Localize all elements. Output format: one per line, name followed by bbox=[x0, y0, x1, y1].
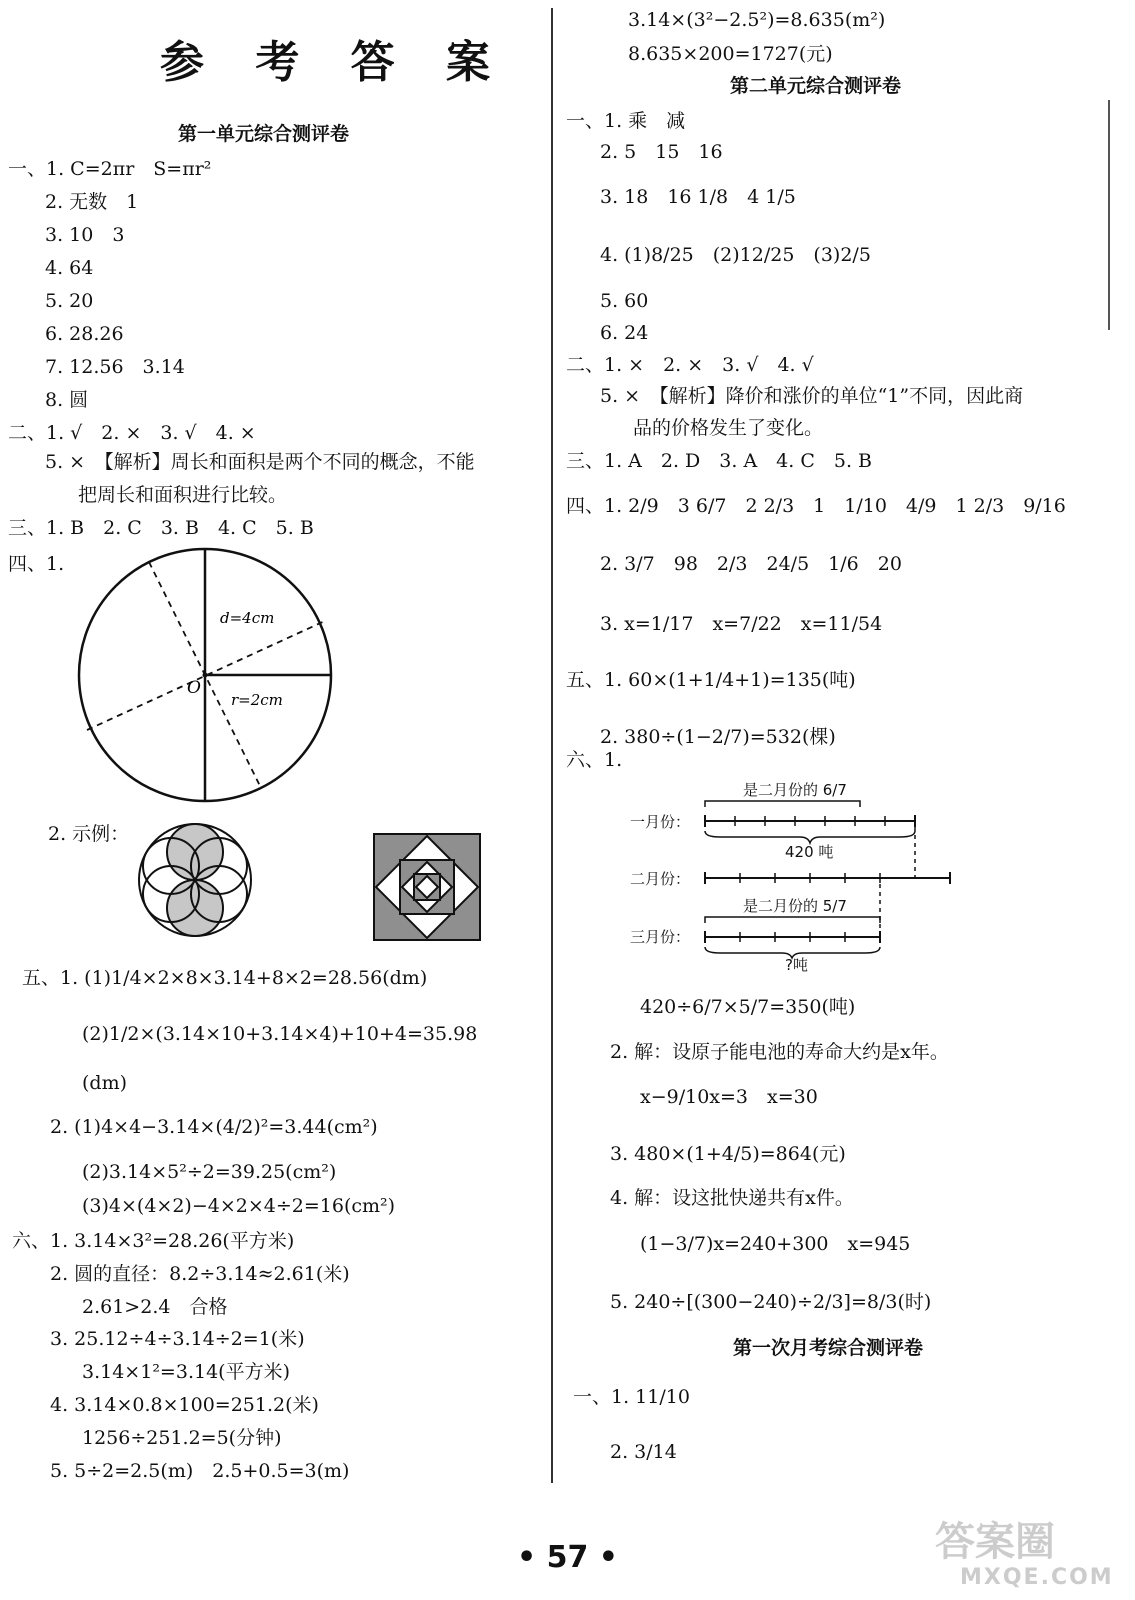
answer-line: 二、1. × 2. × 3. √ 4. √ bbox=[566, 354, 814, 376]
answer-line: 四、1. 2/9 3 6/7 2 2/3 1 1/10 4/9 1 2/3 9/16 bbox=[566, 495, 1066, 517]
answer-line: 六、1. bbox=[566, 749, 623, 771]
answer-line: 五、1. 60×(1+1/4+1)=135(吨) bbox=[566, 669, 856, 691]
diagram-value-jan: 420 吨 bbox=[785, 843, 834, 861]
answer-line: 3. x=1/17 x=7/22 x=11/54 bbox=[600, 613, 883, 635]
answer-line: 5. 20 bbox=[45, 290, 94, 312]
answer-line: 四、1. bbox=[8, 553, 65, 575]
answer-line: 8.635×200=1727(元) bbox=[628, 43, 833, 65]
answer-line: 三、1. B 2. C 3. B 4. C 5. B bbox=[8, 517, 314, 539]
answer-line: 二、1. √ 2. × 3. √ 4. × bbox=[8, 422, 256, 444]
answer-line: 品的价格发生了变化。 bbox=[633, 417, 824, 439]
margin-line bbox=[1108, 100, 1110, 330]
answer-line: 2. 示例： bbox=[48, 823, 130, 845]
answer-line: 六、1. 3.14×3²=28.26(平方米) bbox=[12, 1230, 295, 1252]
circle-figure bbox=[75, 545, 345, 815]
column-divider bbox=[551, 8, 553, 1483]
answer-line: 5. × 【解析】周长和面积是两个不同的概念，不能 bbox=[45, 451, 475, 473]
answer-line: 7. 12.56 3.14 bbox=[45, 356, 185, 378]
segment-diagram bbox=[630, 765, 960, 980]
answer-line: 5. × 【解析】降价和涨价的单位“1”不同，因此商 bbox=[600, 385, 1024, 407]
diagram-mid-label: 是二月份的 5/7 bbox=[743, 897, 847, 915]
answer-line: 3. 10 3 bbox=[45, 224, 125, 246]
answer-line: 3. 18 16 1/8 4 1/5 bbox=[600, 186, 796, 208]
nested-squares-pattern bbox=[372, 832, 482, 942]
watermark-url: MXQE.COM bbox=[960, 1565, 1114, 1590]
answer-line: 一、1. 11/10 bbox=[573, 1386, 690, 1408]
center-label: O bbox=[187, 678, 201, 698]
answer-line: (3)4×(4×2)−4×2×4÷2=16(cm²) bbox=[82, 1195, 396, 1217]
answer-line: (2)3.14×5²÷2=39.25(cm²) bbox=[82, 1161, 337, 1183]
answer-line: 五、1. (1)1/4×2×8×3.14+8×2=28.56(dm) bbox=[22, 967, 428, 989]
diagram-top-label: 是二月份的 6/7 bbox=[743, 781, 847, 799]
diagram-row-feb: 二月份： bbox=[630, 870, 691, 888]
answer-line: (2)1/2×(3.14×10+3.14×4)+10+4=35.98 bbox=[82, 1023, 478, 1045]
section-title-unit-1: 第一单元综合测评卷 bbox=[178, 123, 350, 145]
answer-line: 4. 解：设这批快递共有x件。 bbox=[610, 1187, 854, 1209]
answer-line: 8. 圆 bbox=[45, 389, 89, 411]
answer-line: (1−3/7)x=240+300 x=945 bbox=[640, 1233, 911, 1255]
page-number: • 57 • bbox=[517, 1540, 618, 1575]
answer-line: 3. 25.12÷4÷3.14÷2=1(米) bbox=[50, 1328, 305, 1350]
radius-label: r=2cm bbox=[231, 691, 283, 709]
answer-line: 3.14×1²=3.14(平方米) bbox=[82, 1361, 290, 1383]
section-title-monthly: 第一次月考综合测评卷 bbox=[733, 1337, 924, 1359]
answer-line: 2. 解：设原子能电池的寿命大约是x年。 bbox=[610, 1041, 949, 1063]
answer-line: x−9/10x=3 x=30 bbox=[640, 1086, 818, 1108]
answer-line: 5. 5÷2=2.5(m) 2.5+0.5=3(m) bbox=[50, 1460, 350, 1482]
answer-line: 2. 5 15 16 bbox=[600, 141, 723, 163]
answer-line: 4. 3.14×0.8×100=251.2(米) bbox=[50, 1394, 319, 1416]
answer-line: 5. 240÷[(300−240)÷2/3]=8/3(时) bbox=[610, 1291, 932, 1313]
answer-line: 2. 圆的直径：8.2÷3.14≈2.61(米) bbox=[50, 1263, 350, 1285]
answer-line: 一、1. C=2πr S=πr² bbox=[8, 158, 212, 180]
answer-line: 2. 380÷(1−2/7)=532(棵) bbox=[600, 726, 836, 748]
answer-line: 3.14×(3²−2.5²)=8.635(m²) bbox=[628, 9, 886, 31]
section-title-unit-2: 第二单元综合测评卷 bbox=[730, 75, 902, 97]
flower-pattern bbox=[133, 815, 258, 945]
answer-line: (dm) bbox=[82, 1072, 128, 1094]
diagram-value-mar: ?吨 bbox=[785, 956, 808, 974]
answer-line: 把周长和面积进行比较。 bbox=[78, 484, 288, 506]
answer-line: 6. 24 bbox=[600, 322, 649, 344]
answer-line: 2. (1)4×4−3.14×(4/2)²=3.44(cm²) bbox=[50, 1116, 378, 1138]
answer-line: 4. 64 bbox=[45, 257, 94, 279]
answer-line: 2. 无数 1 bbox=[45, 191, 139, 213]
answer-line: 三、1. A 2. D 3. A 4. C 5. B bbox=[566, 450, 873, 472]
answer-line: 5. 60 bbox=[600, 290, 649, 312]
answer-line: 2. 3/7 98 2/3 24/5 1/6 20 bbox=[600, 553, 902, 575]
answer-line: 1256÷251.2=5(分钟) bbox=[82, 1427, 282, 1449]
answer-line: 2. 3/14 bbox=[610, 1441, 677, 1463]
answer-line: 一、1. 乘 减 bbox=[566, 110, 686, 132]
diagram-row-mar: 三月份： bbox=[630, 928, 691, 946]
answer-line: 2.61>2.4 合格 bbox=[82, 1296, 228, 1318]
answer-line: 4. (1)8/25 (2)12/25 (3)2/5 bbox=[600, 244, 871, 266]
diameter-label: d=4cm bbox=[220, 609, 275, 627]
answer-line: 420÷6/7×5/7=350(吨) bbox=[640, 996, 856, 1018]
page-title: 参 考 答 案 bbox=[160, 37, 508, 88]
watermark-logo: 答案圈 bbox=[935, 1519, 1055, 1565]
diagram-row-jan: 一月份： bbox=[630, 813, 691, 831]
answer-line: 3. 480×(1+4/5)=864(元) bbox=[610, 1143, 846, 1165]
answer-line: 6. 28.26 bbox=[45, 323, 124, 345]
